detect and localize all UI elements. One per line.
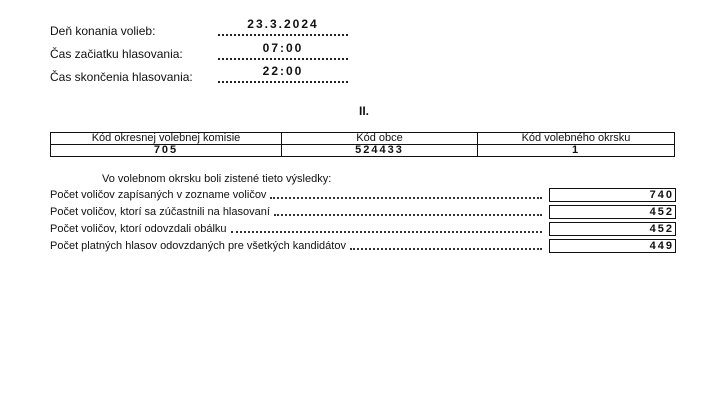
section-heading: II. xyxy=(358,104,369,118)
registered-voters-label: Počet voličov zapísaných v zozname voličov xyxy=(50,189,267,201)
municipality-code-header: Kód obce xyxy=(282,133,478,145)
voting-start-dotline xyxy=(218,58,348,60)
valid-votes-label: Počet platných hlasov odovzdaných pre všetkých kandidátov xyxy=(50,240,346,252)
voting-start-label: Čas začiatku hlasovania: xyxy=(50,47,183,61)
precinct-code-value: 1 xyxy=(478,145,675,157)
codes-table-header-row xyxy=(51,133,675,145)
codes-table-value-row xyxy=(51,145,675,157)
voting-start-value: 07:00 xyxy=(262,41,304,55)
valid-votes-value: 449 xyxy=(549,239,676,253)
election-date-value: 23.3.2024 xyxy=(247,17,319,31)
result-row-label xyxy=(50,240,546,253)
election-date-label: Deň konania volieb: xyxy=(50,24,156,38)
participating-voters-value: 452 xyxy=(549,205,676,219)
participating-voters-label: Počet voličov, ktorí sa zúčastnili na hlasovaní xyxy=(50,206,270,218)
precinct-code-header: Kód volebného okrsku xyxy=(478,133,675,145)
election-date-dotline xyxy=(218,34,348,36)
leader-dots xyxy=(350,240,542,250)
result-row-label xyxy=(50,189,546,202)
leader-dots xyxy=(231,223,543,233)
voting-end-value: 22:00 xyxy=(262,64,304,78)
results-intro: Vo volebnom okrsku boli zistené tieto výsledky: xyxy=(102,173,332,185)
municipality-code-value: 524433 xyxy=(282,145,478,157)
voting-end-dotline xyxy=(218,81,348,83)
leader-dots xyxy=(274,206,542,216)
district-commission-code-header: Kód okresnej volebnej komisie xyxy=(51,133,282,145)
result-row-label xyxy=(50,206,546,219)
envelopes-submitted-label: Počet voličov, ktorí odovzdali obálku xyxy=(50,223,227,235)
codes-table xyxy=(50,132,675,157)
registered-voters-value: 740 xyxy=(549,188,676,202)
envelopes-submitted-value: 452 xyxy=(549,222,676,236)
voting-end-label: Čas skončenia hlasovania: xyxy=(50,70,193,84)
leader-dots xyxy=(270,189,542,199)
district-commission-code-value: 705 xyxy=(51,145,282,157)
result-row-label xyxy=(50,223,546,236)
